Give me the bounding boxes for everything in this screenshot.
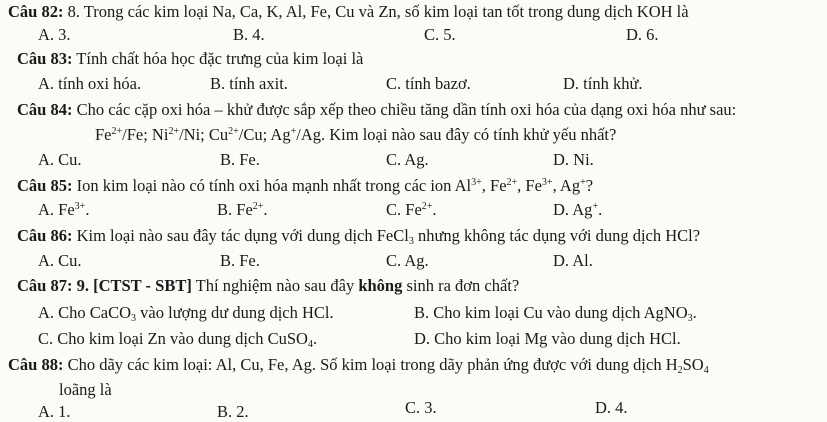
option-a: A. Cho CaCO$_3$ vào lượng dư dung dịch HCl. — [38, 303, 334, 324]
option-text: B. Cho kim loại Cu vào dung dịch AgNO — [414, 303, 688, 322]
question-text: Ion kim loại nào có tính oxi hóa mạnh nhất trong các ion — [76, 176, 452, 195]
option-letter: A. — [38, 200, 55, 219]
redox-pairs: $Fe^{2+}/Fe$; $Ni^{2+}/Ni$; $Cu^{2+}/Cu$; Ag+/Ag. Kim loại nào sau đây có tính khử yếu nhất? — [95, 125, 617, 144]
question-number: Câu 84: — [17, 100, 73, 119]
question-text: Cho dãy các kim loại: Al, Cu, Fe, Ag. Số kim loại trong dãy phản ứng được với dung dịch H — [67, 355, 678, 374]
question-number: Câu 82: — [8, 2, 64, 21]
question-84 — [17, 100, 736, 120]
option-text-tail: . — [692, 303, 697, 322]
option-d: D. Ni. — [553, 150, 594, 169]
option-a: A. tính oxi hóa. — [38, 74, 142, 93]
option-d: D. Al. — [553, 251, 593, 270]
option-d: D. 6. — [626, 25, 659, 44]
question-text-tail: sinh ra đơn chất? — [406, 276, 520, 295]
question-86: Câu 86: Kim loại nào sau đây tác dụng với dung dịch FeCl$_3$ nhưng không tác dụng với dung dịch HCl? — [17, 226, 701, 247]
option-text-tail: vào lượng dư dung dịch HCl. — [136, 303, 334, 322]
question-text: Tính chất hóa học đặc trưng của kim loại là — [76, 49, 364, 68]
option-b: B. 4. — [233, 25, 265, 44]
question-number: Câu 83: — [17, 49, 73, 68]
option-c: C. Ag. — [386, 150, 429, 169]
option-letter: C. — [386, 200, 402, 219]
question-number: Câu 85: — [17, 176, 73, 195]
option-c: C. 5. — [424, 25, 456, 44]
option-a: A. Cu. — [38, 150, 82, 169]
question-number: Câu 88: — [8, 355, 64, 374]
question-88-line2: loãng là — [59, 380, 112, 399]
option-b: B. $Fe^{2+}$. — [217, 200, 268, 219]
question-number: Câu 87: — [17, 276, 73, 295]
question-85: Câu 85: Ion kim loại nào có tính oxi hóa mạnh nhất trong các ion $Al^{3+}$, $Fe^{2+}$, $Fe^{3+}$, Ag+? — [17, 176, 594, 195]
option-b: B. Fe. — [220, 251, 260, 270]
question-number: Câu 86: — [17, 226, 73, 245]
option-b: B. Fe. — [220, 150, 260, 169]
option-d: D. Cho kim loại Mg vào dung dịch HCl. — [414, 329, 681, 348]
question-text: Thí nghiệm nào sau đây — [195, 276, 355, 295]
option-b: B. tính axit. — [210, 74, 288, 93]
question-text-tail: . Kim loại nào sau đây có tính khử yếu nhất? — [320, 125, 617, 144]
question-82 — [8, 2, 689, 22]
emphasis: không — [358, 276, 403, 295]
option-c: C. tính bazơ. — [386, 74, 471, 93]
option-c: C. Cho kim loại Zn vào dung dịch CuSO$_4$. — [38, 329, 318, 350]
option-c: C. 3. — [405, 398, 437, 417]
option-text-tail: . — [312, 329, 318, 348]
option-d: D. Ag+. — [553, 200, 603, 219]
option-letter: B. — [217, 200, 233, 219]
option-a: A. 3. — [38, 25, 71, 44]
option-a: A. $Fe^{3+}$. — [38, 200, 90, 219]
question-text-tail: SO — [682, 355, 704, 374]
option-d: D. 4. — [595, 398, 628, 417]
option-a: A. Cu. — [38, 251, 82, 270]
option-c: C. $Fe^{2+}$. — [386, 200, 437, 219]
option-text: A. Cho CaCO — [38, 303, 132, 322]
option-b: B. Cho kim loại Cu vào dung dịch AgNO$_3$. — [414, 303, 697, 324]
question-88: Câu 88: Cho dãy các kim loại: Al, Cu, Fe, Ag. Số kim loại trong dãy phản ứng được với dung dịch $H_2SO_4$ — [8, 355, 709, 376]
question-text: 8. Trong các kim loại Na, Ca, K, Al, Fe, Cu và Zn, số kim loại tan tốt trong dung dịch KOH là — [67, 2, 689, 21]
option-d: D. tính khử. — [563, 74, 643, 93]
option-letter: D. — [553, 200, 570, 219]
question-83 — [17, 49, 363, 69]
option-a: A. 1. — [38, 402, 71, 421]
question-text-tail: nhưng không tác dụng với dung dịch HCl? — [413, 226, 701, 245]
question-text: Cho các cặp oxi hóa – khử được sắp xếp theo chiều tăng dần tính oxi hóa của dạng oxi hóa như sau: — [76, 100, 737, 119]
question-text: Kim loại nào sau đây tác dụng với dung dịch FeCl — [76, 226, 409, 245]
question-tag: 9. [CTST - SBT] — [76, 276, 192, 295]
question-87 — [17, 276, 519, 296]
option-c: C. Ag. — [386, 251, 429, 270]
option-text: C. Cho kim loại Zn vào dung dịch CuSO — [38, 329, 308, 348]
option-b: B. 2. — [217, 402, 249, 421]
